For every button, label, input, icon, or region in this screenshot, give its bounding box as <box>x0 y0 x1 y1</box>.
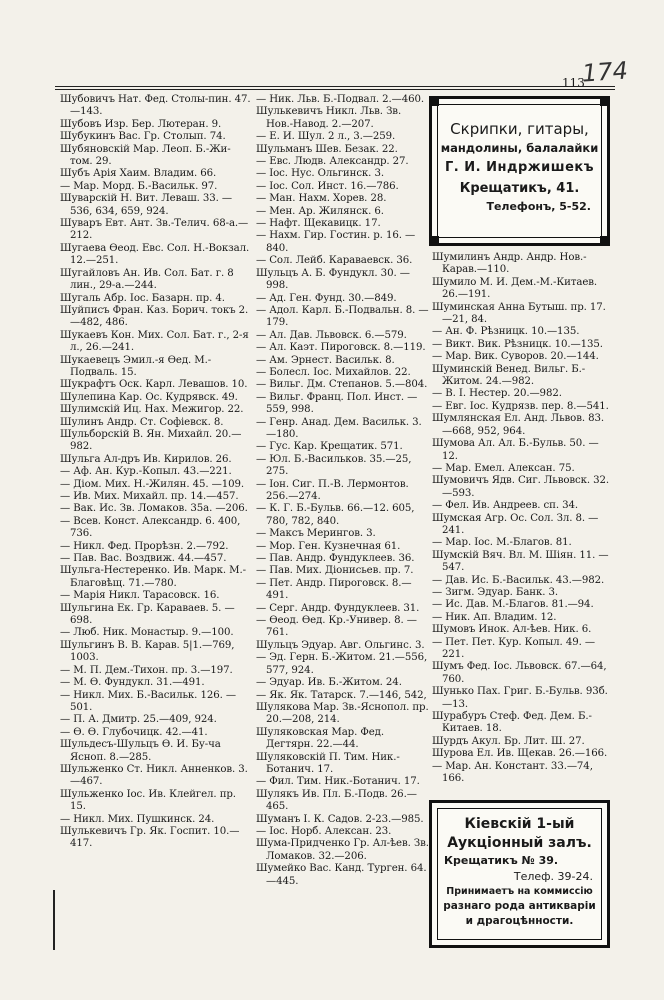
directory-entry: Шульгина Ек. Гр. Караваев. 5. —698. <box>60 602 235 627</box>
ad-headline: Скрипки, гитары, <box>450 120 589 138</box>
header-rule <box>55 86 615 87</box>
directory-entry: Шумейко Вас. Канд. Турген. 64.—445. <box>256 863 427 887</box>
ad-address: Крещатикъ № 39. <box>444 854 559 867</box>
directory-entry: Шумовъ Инок. Ал-ѣев. Ник. 6. <box>432 624 592 636</box>
directory-entry: — Пав. Андр. Фундуклеев. 36. <box>256 553 415 565</box>
page-number: 113 <box>562 76 585 90</box>
directory-entry: Шульцъ А. Б. Фундукл. 30. —998. <box>256 267 410 292</box>
directory-entry: Шулькевичъ Гр. Як. Госпит. 10.—417. <box>60 825 240 850</box>
directory-entry: — Ив. Мих. Михайл. пр. 14.—457. <box>60 491 239 502</box>
directory-entry: — Мор. Ген. Кузнечная 61. <box>256 540 401 552</box>
directory-entry: Шульга Ал-дръ Ив. Кирилов. 26. <box>60 453 232 465</box>
directory-entry: Шубукинъ Вас. Гр. Столып. 74. <box>60 131 226 143</box>
header-rule-double <box>55 89 615 90</box>
directory-entry: Шуйписъ Фран. Каз. Борич. токъ 2.—482, 486. <box>60 304 249 329</box>
directory-entry: — Пав. Вас. Воздвиж. 44.—457. <box>60 553 227 565</box>
directory-entry: Шурдъ Акул. Бр. Лит. Ш. 27. <box>432 735 585 747</box>
directory-entry: Шумилинъ Андр. Андр. Нов.-Карав.—110. <box>432 252 587 276</box>
directory-entry: Шукаевецъ Эмил.-я Ѳед. М.-Подваль. 15. <box>60 354 212 378</box>
directory-entry: — Мен. Ар. Жилянск. 6. <box>256 205 384 217</box>
ad-text: Принимаетъ на коммиссію <box>446 886 593 897</box>
directory-entry: Шульдесъ-Шульцъ Ѳ. И. Бу-ча Ясноп. 8.—285. <box>60 739 221 763</box>
ad-text: и драгоцѣнности. <box>465 915 574 927</box>
directory-entry: Шубъ Арія Хаим. Владим. 66. <box>60 168 217 180</box>
advertisement-music-instruments <box>429 96 610 246</box>
directory-entry: — Сол. Лейб. Караваевск. 36. <box>256 255 413 267</box>
directory-entry: — Ам. Эрнест. Васильк. 8. <box>256 354 395 366</box>
directory-entry: — Ник. Льв. Б.-Подвал. 2.—460. <box>256 94 425 105</box>
directory-entry: — Е. И. Шул. 2 л., 3.—259. <box>256 131 396 143</box>
directory-entry: — Юл. Б.-Васильков. 35.—25, 275. <box>256 453 412 478</box>
directory-entry: — Никл. Мих. Б.-Васильк. 126. —501. <box>60 689 236 713</box>
directory-entry: — Генр. Анад. Дем. Васильк. 3.—180. <box>256 416 422 440</box>
directory-entry: — Ник. Ап. Владим. 12. <box>432 611 557 623</box>
directory-entry: — Мар. Емел. Алексан. 75. <box>432 462 575 474</box>
directory-entry: — Ад. Ген. Фунд. 30.—849. <box>256 292 397 304</box>
directory-entry: Шульцъ Эдуар. Авг. Ольгинс. 3. <box>256 639 425 651</box>
directory-entry: — М. П. Дем.-Тихон. пр. 3.—197. <box>60 664 233 676</box>
directory-entry: — Діом. Мих. Н.-Жилян. 45. —109. <box>60 478 245 490</box>
directory-entry: Шугаль Абр. Іос. Базарн. пр. 4. <box>60 292 225 304</box>
directory-entry: Шукаевъ Кон. Мих. Сол. Бат. г., 2-я л., 26.—241. <box>60 329 249 354</box>
ad-subheadline: мандолины, балалайки <box>440 141 599 155</box>
directory-entry: Шурабуръ Стеф. Фед. Дем. Б.-Китаев. 18. <box>432 711 592 735</box>
directory-entry: — Пет. Андр. Пироговск. 8.—491. <box>256 577 412 602</box>
directory-entry: — Болесл. Іос. Михайлов. 22. <box>256 366 411 378</box>
ad-phone: Телефонъ, 5-52. <box>486 200 591 213</box>
directory-entry: Шумъ Фед. Іос. Львовск. 67.—64, 760. <box>432 661 607 685</box>
directory-entry: Шумскій Вяч. Вл. М. Шіян. 11. —547. <box>432 549 609 574</box>
directory-entry: — Адол. Карл. Б.-Подвальн. 8. —179. <box>256 304 429 329</box>
directory-entry: — Люб. Ник. Монастыр. 9.—100. <box>60 627 234 639</box>
directory-entry: — Нахм. Гир. Гостин. р. 16. —840. <box>256 230 416 254</box>
directory-entry: Шубяновскій Мар. Леоп. Б.-Жи-том. 29. <box>60 143 231 168</box>
handwritten-page-mark: 174 <box>581 56 629 88</box>
directory-entry: — Ѳ. Ѳ. Глубочицк. 42.—41. <box>60 726 208 738</box>
directory-entry: — Як. Як. Татарск. 7.—146, 542, <box>256 689 427 701</box>
directory-entry: — Максъ Мерингов. 3. <box>256 528 376 540</box>
directory-entry: — Евг. Іос. Кудрязв. пер. 8.—541. <box>432 400 609 412</box>
directory-entry: — Фел. Ив. Андреев. сп. 34. <box>432 500 578 512</box>
directory-entry: — Ман. Нахм. Хорев. 28. <box>256 193 387 205</box>
directory-entry: — Никл. Фед. Прорѣзн. 2.—792. <box>60 540 229 552</box>
advertisement-auction-hall <box>429 800 610 948</box>
directory-entry: Шулякова Мар. Зв.-Яснопол. пр. 20.—208, 214. <box>256 701 429 726</box>
directory-entry: — Никл. Мих. Пушкинск. 24. <box>60 813 215 825</box>
directory-entry: Шульборскій В. Ян. Михайл. 20.—982. <box>60 428 242 453</box>
directory-entry: — Ан. Ф. Рѣзницк. 10.—135. <box>432 326 580 338</box>
directory-entry: — Эд. Герн. Б.-Житом. 21.—556, 577, 924. <box>256 652 428 676</box>
ad-address: Крещатикъ, 41. <box>459 181 580 196</box>
directory-column-1 <box>60 94 252 851</box>
directory-entry: Шулькевичъ Никл. Льв. Зв. Нов.-Навод. 2.—207. <box>256 106 402 130</box>
directory-entry: — Іос. Норб. Алексан. 23. <box>256 825 392 837</box>
directory-entry: — Аф. Ан. Кур.-Копыл. 43.—221. <box>60 466 232 478</box>
directory-entry: — Ис. Дав. М.-Благов. 81.—94. <box>432 599 594 611</box>
directory-entry: — Дав. Ис. Б.-Васильк. 43.—982. <box>432 574 605 586</box>
directory-entry: — Ѳеод. Ѳед. Кр.-Универ. 8. —761. <box>256 615 417 639</box>
ad-text: разнаго рода антикваріи <box>443 900 596 912</box>
directory-entry: Шумовичъ Ядв. Сиг. Львовск. 32.—593. <box>432 475 610 499</box>
directory-entry: — Гус. Кар. Крещатик. 571. <box>256 441 403 453</box>
directory-entry: — Пав. Мих. Діонисьев. пр. 7. <box>256 565 414 577</box>
directory-entry: — Ал. Дав. Львовск. 6.—579. <box>256 329 407 341</box>
directory-entry: Шурова Ел. Ив. Щекав. 26.—166. <box>432 748 608 760</box>
directory-entry: — К. Г. Б.-Бульв. 66.—12. 605, 780, 782, 840. <box>256 503 415 527</box>
directory-entry: Шуминская Анна Бутыш. пр. 17.—21, 84. <box>432 301 606 326</box>
directory-entry: Шубовъ Изр. Бер. Лютеран. 9. <box>60 118 222 130</box>
directory-entry: Шульженко Ст. Никл. Анненков. 3.—467. <box>60 763 248 788</box>
directory-entry: Шумова Ал. Ал. Б.-Бульв. 50. —12. <box>432 438 599 462</box>
directory-entry: Шубовичъ Нат. Фед. Столы-пин. 47.—143. <box>60 94 251 118</box>
directory-entry: — Вильг. Франц. Пол. Инст. —559, 998. <box>256 391 418 416</box>
directory-entry: — Ал. Каэт. Пироговск. 8.—119. <box>256 342 426 354</box>
directory-entry: Шульманъ Шев. Безак. 22. <box>256 143 398 155</box>
directory-entry: Шуляковская Мар. Фед. Дегтярн. 22.—44. <box>256 726 384 751</box>
directory-entry: — Мар. Вик. Суворов. 20.—144. <box>432 351 599 363</box>
directory-entry: Шумлянская Ел. Анд. Львов. 83.—668, 952, 964. <box>432 413 605 437</box>
directory-entry: — Мар. Іос. М.-Благов. 81. <box>432 537 572 549</box>
directory-entry: Шуманъ І. К. Садов. 2-23.—985. <box>256 813 424 825</box>
directory-entry: Шукрафтъ Оск. Карл. Левашов. 10. <box>60 379 248 391</box>
directory-entry: Шульженко Іос. Ив. Клейгел. пр. 15. <box>60 788 236 813</box>
directory-entry: — Іон. Сиг. П.-В. Лермонтов. 256.—274. <box>256 478 409 502</box>
directory-entry: — Эдуар. Ив. Б.-Житом. 24. <box>256 677 402 689</box>
directory-entry: Шулепина Кар. Ос. Кудрявск. 49. <box>60 391 238 403</box>
directory-entry: Шугайловъ Ан. Ив. Сол. Бат. г. 8 лин., 29-а.—244. <box>60 267 234 292</box>
directory-entry: — Мар. Морд. Б.-Васильк. 97. <box>60 180 218 192</box>
directory-entry: — П. А. Дмитр. 25.—409, 924. <box>60 714 217 726</box>
directory-entry: Шуляковскій П. Тим. Ник.-Ботанич. 17. <box>256 751 400 775</box>
directory-entry: — Пет. Пет. Кур. Копыл. 49. —221. <box>432 636 595 660</box>
directory-entry: — Нафт. Щекавицк. 17. <box>256 218 381 230</box>
directory-entry: — Мар. Ан. Констант. 33.—74, 166. <box>432 760 593 785</box>
directory-entry: Шумская Агр. Ос. Сол. Зл. 8. —241. <box>432 512 599 536</box>
directory-entry: Шуминскій Венед. Вильг. Б.-Житом. 24.—982. <box>432 363 586 388</box>
directory-entry: Шульгинъ В. В. Карав. 5|1.—769, 1003. <box>60 639 235 664</box>
directory-entry: Шулимскій Иц. Нах. Межигор. 22. <box>60 404 244 416</box>
directory-entry: Шульга-Нестеренко. Ив. Марк. М.-Благовѣщ. 71.—780. <box>60 565 246 589</box>
ad-corner-ornament <box>429 236 439 246</box>
ad-subheadline: Аукціонный залъ. <box>447 835 592 851</box>
directory-entry: — Зигм. Эдуар. Банк. 3. <box>432 586 559 598</box>
directory-entry: — Серг. Андр. Фундуклеев. 31. <box>256 602 420 614</box>
directory-entry: Шулинъ Андр. Ст. Софіевск. 8. <box>60 416 224 428</box>
ad-headline: Кіевскій 1-ый <box>464 816 575 832</box>
ad-corner-ornament <box>600 236 610 246</box>
directory-entry: — В. І. Нестер. 20.—982. <box>432 388 562 400</box>
directory-entry: Шугаева Ѳеод. Евс. Сол. Н.-Вокзал. 12.—251. <box>60 242 250 267</box>
directory-entry: — Всев. Конст. Александр. 6. 400, 736. <box>60 515 241 540</box>
directory-entry: — Вильг. Дм. Степанов. 5.—804. <box>256 379 428 391</box>
directory-entry: — Викт. Вик. Рѣзницк. 10.—135. <box>432 338 603 350</box>
directory-entry: Шунько Пах. Григ. Б.-Бульв. 93б.—13. <box>432 686 608 710</box>
directory-entry: — Іос. Нус. Ольгинск. 3. <box>256 168 384 180</box>
ad-phone: Телеф. 39-24. <box>513 870 593 883</box>
directory-column-2 <box>256 94 430 888</box>
directory-column-3 <box>432 252 610 785</box>
ad-merchant-name: Г. И. Индржишекъ <box>444 160 595 175</box>
directory-entry: — Фил. Тим. Ник.-Ботанич. 17. <box>256 776 420 788</box>
directory-entry: — Вак. Ис. Зв. Ломаков. 35а. —206. <box>60 503 248 515</box>
directory-entry: — Марія Никл. Тарасовск. 16. <box>60 590 220 602</box>
directory-entry: Шулякъ Ив. Пл. Б.-Подв. 26.—465. <box>256 788 417 813</box>
directory-entry: — Іос. Сол. Инст. 16.—786. <box>256 180 399 192</box>
directory-entry: Шуварскій Н. Вит. Леваш. 33. —536, 634, 659, 924. <box>60 193 232 217</box>
directory-entry: — Евс. Людв. Александр. 27. <box>256 156 409 168</box>
directory-entry: Шума-Придченко Гр. Ал-ѣев. Зв. Ломаков. 32.—206. <box>256 838 429 862</box>
directory-entry: — М. Ѳ. Фундукл. 31.—491. <box>60 677 205 689</box>
directory-entry: Шуваръ Евт. Ант. Зв.-Телич. 68-а.—212. <box>60 218 249 242</box>
binding-mark <box>53 890 55 950</box>
directory-entry: Шумило М. И. Дем.-М.-Китаев. 26.—191. <box>432 276 598 301</box>
